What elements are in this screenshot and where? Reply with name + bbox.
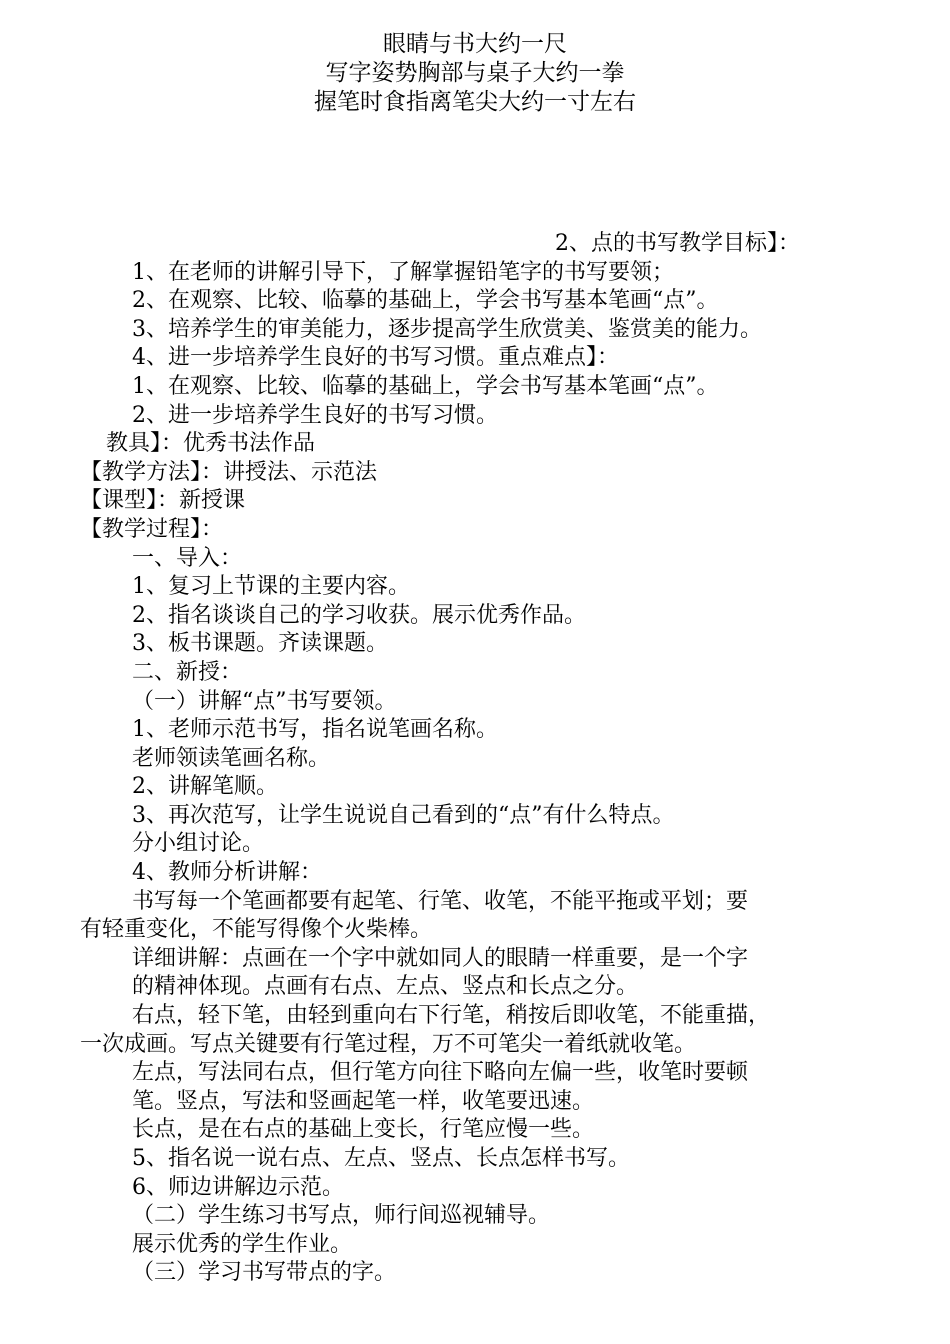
key-point-item: 1、在观察、比较、临摹的基础上，学会书写基本笔画“点”。 <box>132 373 719 399</box>
teaching-process-heading: 【教学过程】： <box>80 516 224 542</box>
subsection-heading: （一）讲解“点”书写要领。 <box>132 688 397 714</box>
intro-item: 2、指名谈谈自己的学习收获。展示优秀作品。 <box>132 602 586 628</box>
stroke-paragraph-line: 有轻重变化，不能写得像个火柴棒。 <box>80 917 433 943</box>
objective-item: 3、培养学生的审美能力，逐步提高学生欣赏美、鉴赏美的能力。 <box>132 316 762 342</box>
teaching-tools: 教具】：优秀书法作品 <box>106 431 316 457</box>
step-item: 2、讲解笔顺。 <box>132 774 278 800</box>
guideline-finger-distance: 握笔时食指离笔尖大约一寸左右 <box>314 89 636 115</box>
step-item: 老师领读笔画名称。 <box>132 745 331 771</box>
guideline-chest-distance: 写字姿势胸部与桌子大约一拳 <box>325 60 625 86</box>
guideline-eye-distance: 眼睛与书大约一尺 <box>383 31 567 57</box>
new-lesson-heading: 二、新授： <box>132 659 243 685</box>
intro-item: 3、板书课题。齐读课题。 <box>132 631 388 657</box>
left-dot-paragraph-line: 笔。竖点，写法和竖画起笔一样，收笔要迅速。 <box>132 1088 595 1114</box>
lesson-plan-body <box>80 230 880 1288</box>
objective-heading: 2、点的书写教学目标】： <box>555 231 800 256</box>
intro-item: 1、复习上节课的主要内容。 <box>132 574 410 600</box>
right-dot-paragraph-line: 右点，轻下笔，由轻到重向右下行笔，稍按后即收笔，不能重描， <box>132 1003 771 1029</box>
key-point-item: 2、进一步培养学生良好的书写习惯。 <box>132 402 498 428</box>
teaching-method: 【教学方法】：讲授法、示范法 <box>80 459 378 485</box>
right-dot-paragraph-line: 一次成画。写点关键要有行笔过程，万不可笔尖一着纸就收笔。 <box>80 1031 697 1057</box>
stroke-paragraph-line: 书写每一个笔画都要有起笔、行笔、收笔，不能平拖或平划；要 <box>132 888 749 914</box>
step-item: 3、再次范写，让学生说说自己看到的“点”有什么特点。 <box>132 802 675 828</box>
subsection-heading: （三）学习书写带点的字。 <box>132 1260 397 1286</box>
intro-heading: 一、导入： <box>132 545 243 571</box>
posture-guidelines <box>0 30 950 117</box>
step-item: 5、指名说一说右点、左点、竖点、长点怎样书写。 <box>132 1146 630 1171</box>
detail-paragraph-line: 的精神体现。点画有右点、左点、竖点和长点之分。 <box>132 974 639 1000</box>
showcase-line: 展示优秀的学生作业。 <box>132 1231 353 1257</box>
objective-item: 1、在老师的讲解引导下，了解掌握铅笔字的书写要领； <box>132 259 674 285</box>
long-dot-paragraph: 长点，是在右点的基础上变长，行笔应慢一些。 <box>132 1117 595 1143</box>
step-item: 1、老师示范书写，指名说笔画名称。 <box>132 717 498 743</box>
subsection-heading: （二）学生练习书写点，师行间巡视辅导。 <box>132 1203 551 1229</box>
objective-item: 4、进一步培养学生良好的书写习惯。重点难点】： <box>132 345 619 371</box>
step-item: 6、师边讲解边示范。 <box>132 1174 344 1200</box>
step-item: 分小组讨论。 <box>132 831 265 857</box>
step-item: 4、教师分析讲解： <box>132 860 322 886</box>
lesson-type: 【课型】：新授课 <box>80 488 246 514</box>
detail-paragraph-line: 详细讲解：点画在一个字中就如同人的眼睛一样重要，是一个字 <box>132 945 749 971</box>
objective-item: 2、在观察、比较、临摹的基础上，学会书写基本笔画“点”。 <box>132 288 719 314</box>
left-dot-paragraph-line: 左点，写法同右点，但行笔方向往下略向左偏一些，收笔时要顿 <box>132 1060 749 1086</box>
